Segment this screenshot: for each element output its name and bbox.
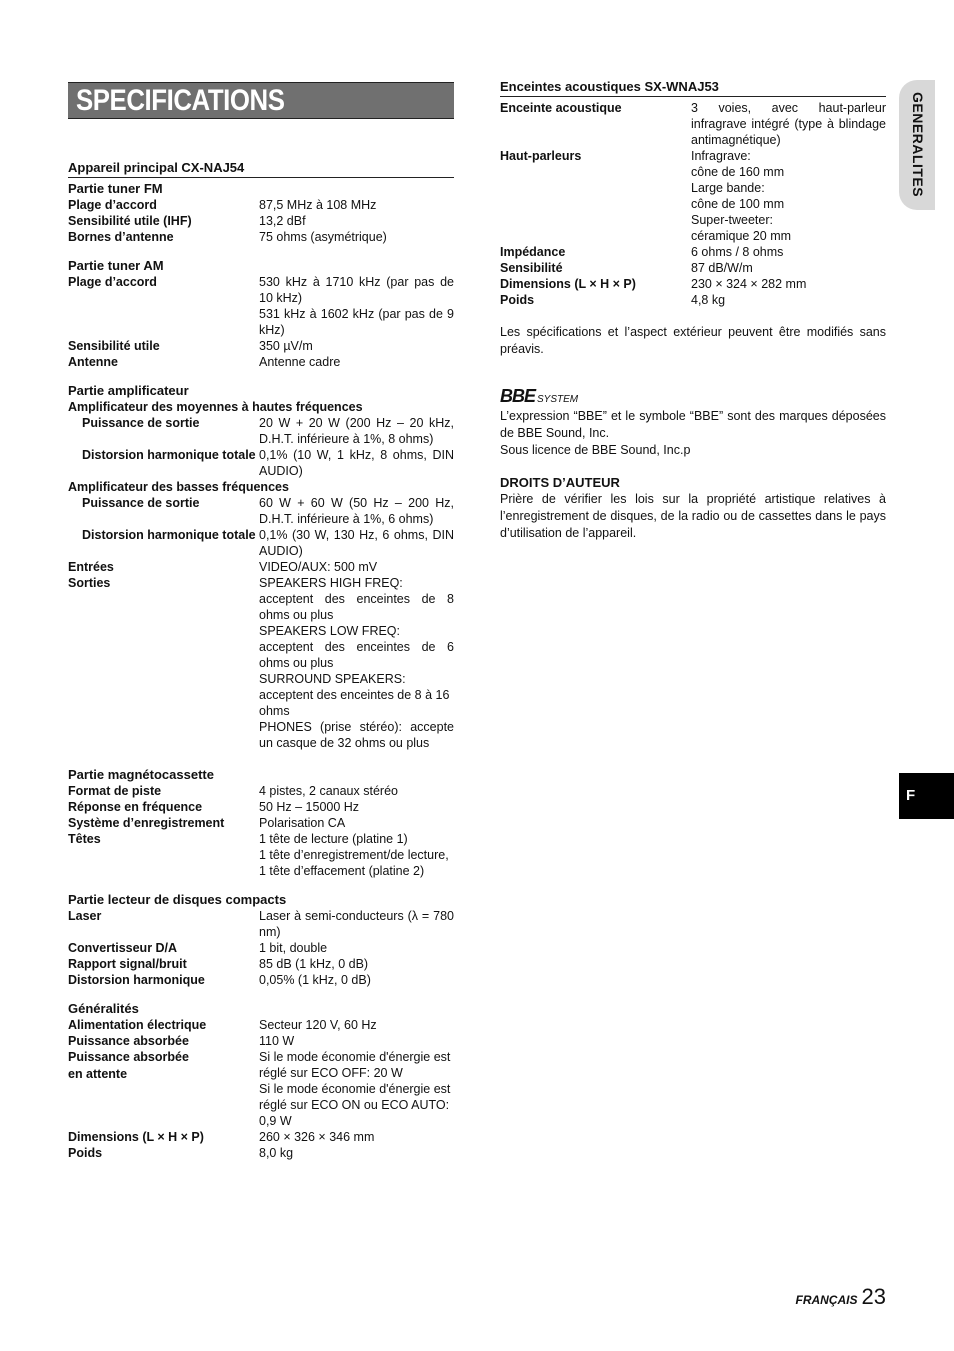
spec-value-line: cône de 160 mm	[691, 165, 785, 179]
main-unit-heading: Appareil principal CX-NAJ54	[68, 160, 454, 178]
spec-label: Plage d’accord	[68, 275, 157, 289]
spec-value-line: céramique 20 mm	[691, 229, 792, 243]
spec-value-line: 1 tête d’effacement (platine 2)	[259, 864, 425, 878]
spec-value: 87,5 MHz à 108 MHz	[259, 198, 377, 212]
spec-row	[68, 575, 454, 751]
spec-value: 85 dB (1 kHz, 0 dB)	[259, 957, 369, 971]
spec-value: 60 W + 60 W (50 Hz – 200 Hz, D.H.T. inférieure à 1%, 6 ohms)	[259, 496, 454, 526]
page-title: SPECIFICATIONS	[76, 84, 285, 117]
spec-value-line: Si le mode économie d'énergie est réglé sur ECO ON ou ECO AUTO: 0,9 W	[259, 1082, 451, 1128]
spec-row	[500, 260, 886, 276]
spec-value: 0,05% (1 kHz, 0 dB)	[259, 973, 371, 987]
spec-value: 230 × 324 × 282 mm	[691, 277, 807, 291]
spec-value: 50 Hz – 15000 Hz	[259, 800, 360, 814]
spec-value	[259, 831, 454, 879]
spec-value	[259, 274, 454, 338]
spec-value: 4 pistes, 2 canaux stéréo	[259, 784, 398, 798]
spec-label: Réponse en fréquence	[68, 800, 203, 814]
general-heading: Généralités	[68, 1001, 139, 1016]
spec-row	[500, 292, 886, 308]
spec-value: 8,0 kg	[259, 1146, 294, 1160]
spec-label: Convertisseur D/A	[68, 941, 178, 955]
spec-label: Laser	[68, 909, 102, 923]
amplifier-heading: Partie amplificateur	[68, 383, 189, 398]
spec-value: 4,8 kg	[691, 293, 726, 307]
spec-value: 75 ohms (asymétrique)	[259, 230, 387, 244]
spec-row	[68, 972, 454, 988]
spec-value: 350 µV/m	[259, 339, 313, 353]
cd-heading: Partie lecteur de disques compacts	[68, 892, 287, 907]
spec-value-line: acceptent des enceintes de 8 à 16 ohms	[259, 688, 450, 718]
spec-label: Dimensions (L × H × P)	[68, 1130, 204, 1144]
spec-row	[500, 148, 886, 244]
spec-label: Enceinte acoustique	[500, 101, 622, 115]
spec-row	[68, 213, 454, 229]
spec-row	[68, 956, 454, 972]
spec-label: Sorties	[68, 576, 111, 590]
spec-label-line: en attente	[68, 1067, 128, 1081]
spec-row	[68, 908, 454, 940]
spec-value: 0,1% (30 W, 130 Hz, 6 ohms, DIN AUDIO)	[259, 528, 454, 558]
spec-value-line: PHONES (prise stéréo): accepte un casque de 32 ohms ou plus	[259, 720, 454, 750]
language-tab-label: F	[906, 787, 916, 804]
copyright-text: Prière de vérifier les lois sur la propriété artistique relatives à l’enregistrement de disques, de la radio ou de cassettes dans le pays d’utilisation de l’appareil.	[500, 492, 886, 540]
bbe-logo-text: BBE	[500, 386, 536, 406]
spec-row	[500, 276, 886, 292]
page-number: 23	[861, 1284, 886, 1309]
bbe-logo-subtext: SYSTEM	[537, 394, 579, 405]
spec-value: 0,1% (10 W, 1 kHz, 8 ohms, DIN AUDIO)	[259, 448, 454, 478]
spec-label: Entrées	[68, 560, 114, 574]
spec-value-line: Super-tweeter:	[691, 213, 773, 227]
spec-label: Sensibilité utile (IHF)	[68, 214, 192, 228]
spec-label: Têtes	[68, 832, 101, 846]
spec-value: 6 ohms / 8 ohms	[691, 245, 784, 259]
low-amp-heading: Amplificateur des basses fréquences	[68, 480, 289, 494]
spec-value: Secteur 120 V, 60 Hz	[259, 1018, 377, 1032]
spec-row	[500, 244, 886, 260]
spec-label: Antenne	[68, 355, 118, 369]
spec-value-line: 1 tête d’enregistrement/de lecture,	[259, 848, 449, 862]
spec-label: Puissance de sortie	[82, 496, 200, 510]
spec-label: Impédance	[500, 245, 566, 259]
left-column	[68, 160, 454, 1161]
spec-label	[68, 1049, 259, 1129]
spec-row	[68, 1145, 454, 1161]
spec-value: 87 dB/W/m	[691, 261, 753, 275]
copyright-heading: DROITS D’AUTEUR	[500, 475, 620, 490]
speakers-heading: Enceintes acoustiques SX-WNAJ53	[500, 79, 886, 97]
spec-label: Distorsion harmonique totale	[82, 528, 256, 542]
spec-label: Alimentation électrique	[68, 1018, 207, 1032]
notice-text: Les spécifications et l’aspect extérieur peuvent être modifiés sans préavis.	[500, 325, 886, 356]
fm-tuner-heading: Partie tuner FM	[68, 181, 163, 196]
spec-label: Puissance absorbée	[68, 1034, 189, 1048]
spec-value-line: SURROUND SPEAKERS:	[259, 672, 406, 686]
spec-value: Polarisation CA	[259, 816, 346, 830]
spec-value: 110 W	[259, 1034, 295, 1048]
spec-label: Distorsion harmonique	[68, 973, 205, 987]
spec-value	[259, 575, 454, 751]
spec-label: Haut-parleurs	[500, 149, 582, 163]
page-footer	[796, 1284, 886, 1310]
spec-value-line: Si le mode économie d'énergie est réglé sur ECO OFF: 20 W	[259, 1050, 451, 1080]
spec-value	[259, 1049, 454, 1129]
spec-label: Bornes d’antenne	[68, 230, 174, 244]
spec-row	[68, 415, 454, 447]
spec-row	[68, 274, 454, 338]
spec-row	[68, 229, 454, 245]
spec-value-line: 1 tête de lecture (platine 1)	[259, 832, 408, 846]
spec-value-line: SPEAKERS HIGH FREQ:	[259, 576, 403, 590]
bbe-trademark-text: L’expression “BBE” et le symbole “BBE” sont des marques déposées de BBE Sound, Inc.	[500, 409, 886, 440]
spec-value: 3 voies, avec haut-parleur infragrave intégré (type à blindage antimagnétique)	[691, 101, 886, 147]
spec-label: Puissance de sortie	[82, 416, 200, 430]
spec-label: Poids	[500, 293, 535, 307]
spec-row	[68, 354, 454, 370]
language-tab	[899, 773, 954, 819]
spec-row	[68, 197, 454, 213]
spec-value	[691, 148, 886, 244]
spec-row	[68, 559, 454, 575]
spec-value: VIDEO/AUX: 500 mV	[259, 560, 378, 574]
spec-row	[68, 799, 454, 815]
bbe-license-text: Sous licence de BBE Sound, Inc.p	[500, 443, 691, 457]
spec-row	[68, 940, 454, 956]
spec-label: Sensibilité utile	[68, 339, 160, 353]
spec-row	[68, 1049, 454, 1129]
spec-label: Rapport signal/bruit	[68, 957, 187, 971]
spec-label-line: Puissance absorbée	[68, 1050, 189, 1064]
spec-row	[68, 1033, 454, 1049]
cassette-heading: Partie magnétocassette	[68, 767, 214, 782]
spec-row	[68, 447, 454, 479]
spec-value: Laser à semi-conducteurs (λ = 780 nm)	[259, 909, 454, 939]
spec-value: 20 W + 20 W (200 Hz – 20 kHz, D.H.T. inférieure à 1%, 8 ohms)	[259, 416, 454, 446]
footer-language: FRANÇAIS	[795, 1293, 858, 1307]
spec-row	[68, 495, 454, 527]
right-column	[500, 79, 886, 542]
spec-row	[68, 1017, 454, 1033]
spec-value-line: acceptent des enceintes de 6 ohms ou plus	[259, 640, 454, 670]
spec-value: 1 bit, double	[259, 941, 328, 955]
spec-value-line: SPEAKERS LOW FREQ:	[259, 624, 401, 638]
am-tuner-heading: Partie tuner AM	[68, 258, 164, 273]
spec-label: Plage d’accord	[68, 198, 157, 212]
page-title-bar	[68, 82, 454, 119]
spec-row	[68, 338, 454, 354]
mid-high-amp-heading: Amplificateur des moyennes à hautes fréquences	[68, 400, 363, 414]
spec-value: 13,2 dBf	[259, 214, 306, 228]
spec-label: Distorsion harmonique totale	[82, 448, 256, 462]
spec-row	[68, 815, 454, 831]
spec-row	[500, 100, 886, 148]
spec-label: Poids	[68, 1146, 103, 1160]
section-side-tab-label: GENERALITES	[910, 92, 926, 198]
spec-label: Dimensions (L × H × P)	[500, 277, 636, 291]
spec-row	[68, 831, 454, 879]
spec-value: 260 × 326 × 346 mm	[259, 1130, 375, 1144]
spec-label: Système d’enregistrement	[68, 816, 225, 830]
spec-value: Antenne cadre	[259, 355, 341, 369]
spec-value-line: 531 kHz à 1602 kHz (par pas de 9 kHz)	[259, 307, 454, 337]
spec-row	[68, 1129, 454, 1145]
spec-value-line: cône de 100 mm	[691, 197, 785, 211]
spec-row	[68, 527, 454, 559]
spec-label: Sensibilité	[500, 261, 563, 275]
spec-row	[68, 783, 454, 799]
spec-value-line: Infragrave:	[691, 149, 751, 163]
bbe-logo	[500, 388, 886, 408]
spec-label: Format de piste	[68, 784, 162, 798]
spec-value-line: acceptent des enceintes de 8 ohms ou plus	[259, 592, 454, 622]
spec-value-line: Large bande:	[691, 181, 765, 195]
spec-value-line: 530 kHz à 1710 kHz (par pas de 10 kHz)	[259, 275, 454, 305]
